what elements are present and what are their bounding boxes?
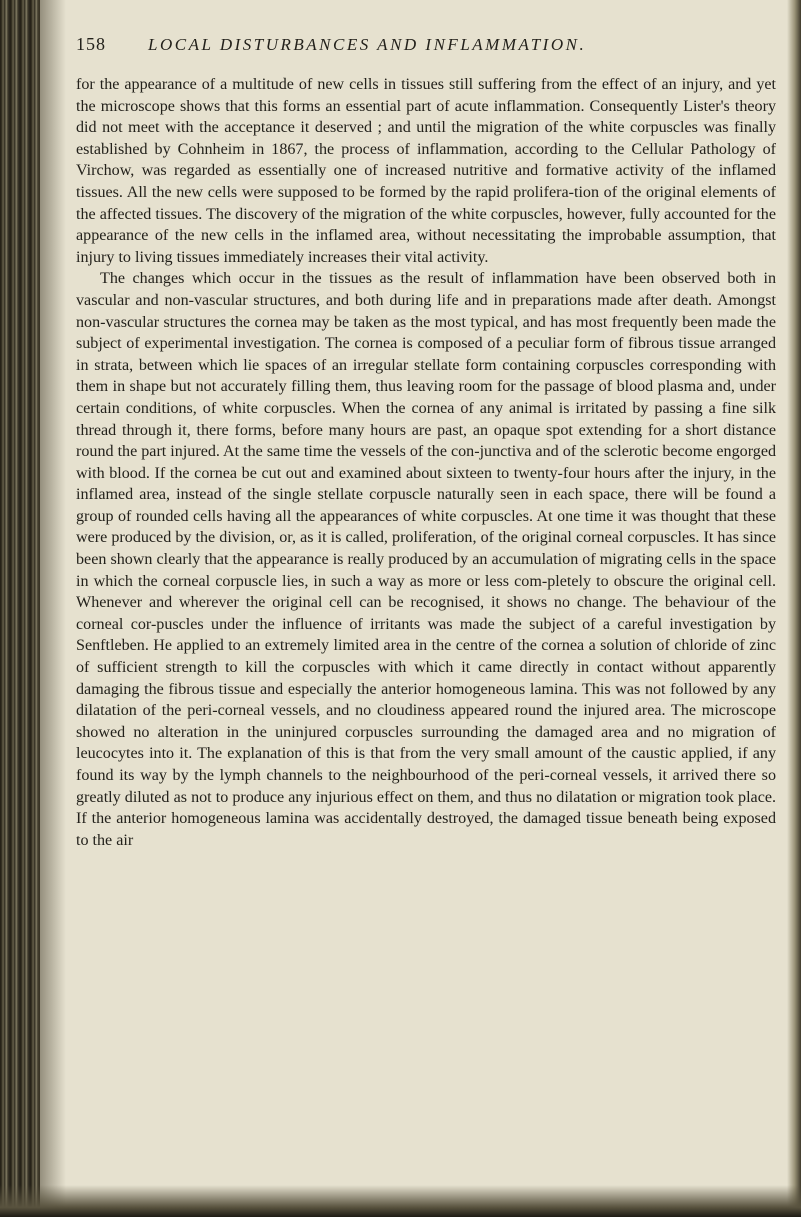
right-page-edge bbox=[787, 0, 801, 1217]
running-head bbox=[76, 34, 776, 60]
binding-gutter bbox=[0, 0, 40, 1217]
book-page bbox=[76, 34, 776, 851]
running-head-title: LOCAL DISTURBANCES AND INFLAMMATION. bbox=[148, 35, 587, 54]
bottom-page-edge bbox=[0, 1185, 801, 1217]
page-number: 158 bbox=[76, 34, 106, 54]
paragraph-continued: for the appearance of a multitude of new cells in tissues still suffering from the effect of an injury, and yet the microscope shows that this forms an essential part of acute inflammation. Consequently Lister's theory did not meet with the acceptance it deserved ; and until the migration of the white corpuscles was finally established by Cohnheim in 1867, the process of inflammation, according to the Cellular Pathology of Virchow, was regarded as essentially one of increased nutritive and formative activity of the inflamed tissues. All the new cells were supposed to be formed by the rapid prolifera-tion of the original elements of the affected tissues. The discovery of the migration of the white corpuscles, however, fully accounted for the appearance of the new cells in the inflamed area, without necessitating the improbable assumption, that injury to living tissues immediately increases their vital activity. bbox=[76, 76, 776, 266]
paragraph-cornea: The changes which occur in the tissues as the result of inflammation have been observed both in vascular and non-vascular structures, and both during life and in preparations made after death. Amongst non-vascular structures the cornea may be taken as the most typical, and has most frequently been made the subject of experimental investigation. The cornea is composed of a peculiar form of fibrous tissue arranged in strata, between which lie spaces of an irregular stellate form containing corpuscles corresponding with them in shape but not accurately filling them, thus leaving room for the passage of blood plasma and, under certain conditions, of white corpuscles. When the cornea of any animal is irritated by passing a fine silk thread through it, there forms, before many hours are past, an opaque spot extending for a short distance round the part injured. At the same time the vessels of the con-junctiva and of the sclerotic become engorged with blood. If the cornea be cut out and examined about sixteen to twenty-four hours after the injury, in the inflamed area, instead of the single stellate corpuscle naturally seen in each space, there will be found a group of rounded cells having all the appearances of white corpuscles. At one time it was thought that these were produced by the division, or, as it is called, proliferation, of the original corneal corpuscles. It has since been shown clearly that the appearance is really produced by an accumulation of migrating cells in the space in which the corneal corpuscle lies, in such a way as more or less com-pletely to obscure the original cell. Whenever and wherever the original cell can be recognised, it shows no change. The behaviour of the corneal cor-puscles under the influence of irritants was made the subject of a careful investigation by Senftleben. He applied to an extremely limited area in the centre of the cornea a solution of chloride of zinc of sufficient strength to kill the corpuscles with which it came directly in contact without apparently damaging the fibrous tissue and especially the anterior homogeneous lamina. This was not followed by any dilatation of the peri-corneal vessels, and no cloudiness appeared round the injured area. The microscope showed no alteration in the uninjured corpuscles surrounding the damaged area and no migration of leucocytes into it. The explanation of this is that from the very small amount of the caustic applied, if any found its way by the lymph channels to the neighbourhood of the peri-corneal vessels, it arrived there so greatly diluted as not to produce any injurious effect on them, and thus no dilatation or migration took place. If the anterior homogeneous lamina was accidentally destroyed, the damaged tissue beneath being exposed to the air bbox=[76, 270, 777, 849]
gutter-shadow bbox=[38, 0, 66, 1217]
body-text bbox=[76, 74, 776, 851]
